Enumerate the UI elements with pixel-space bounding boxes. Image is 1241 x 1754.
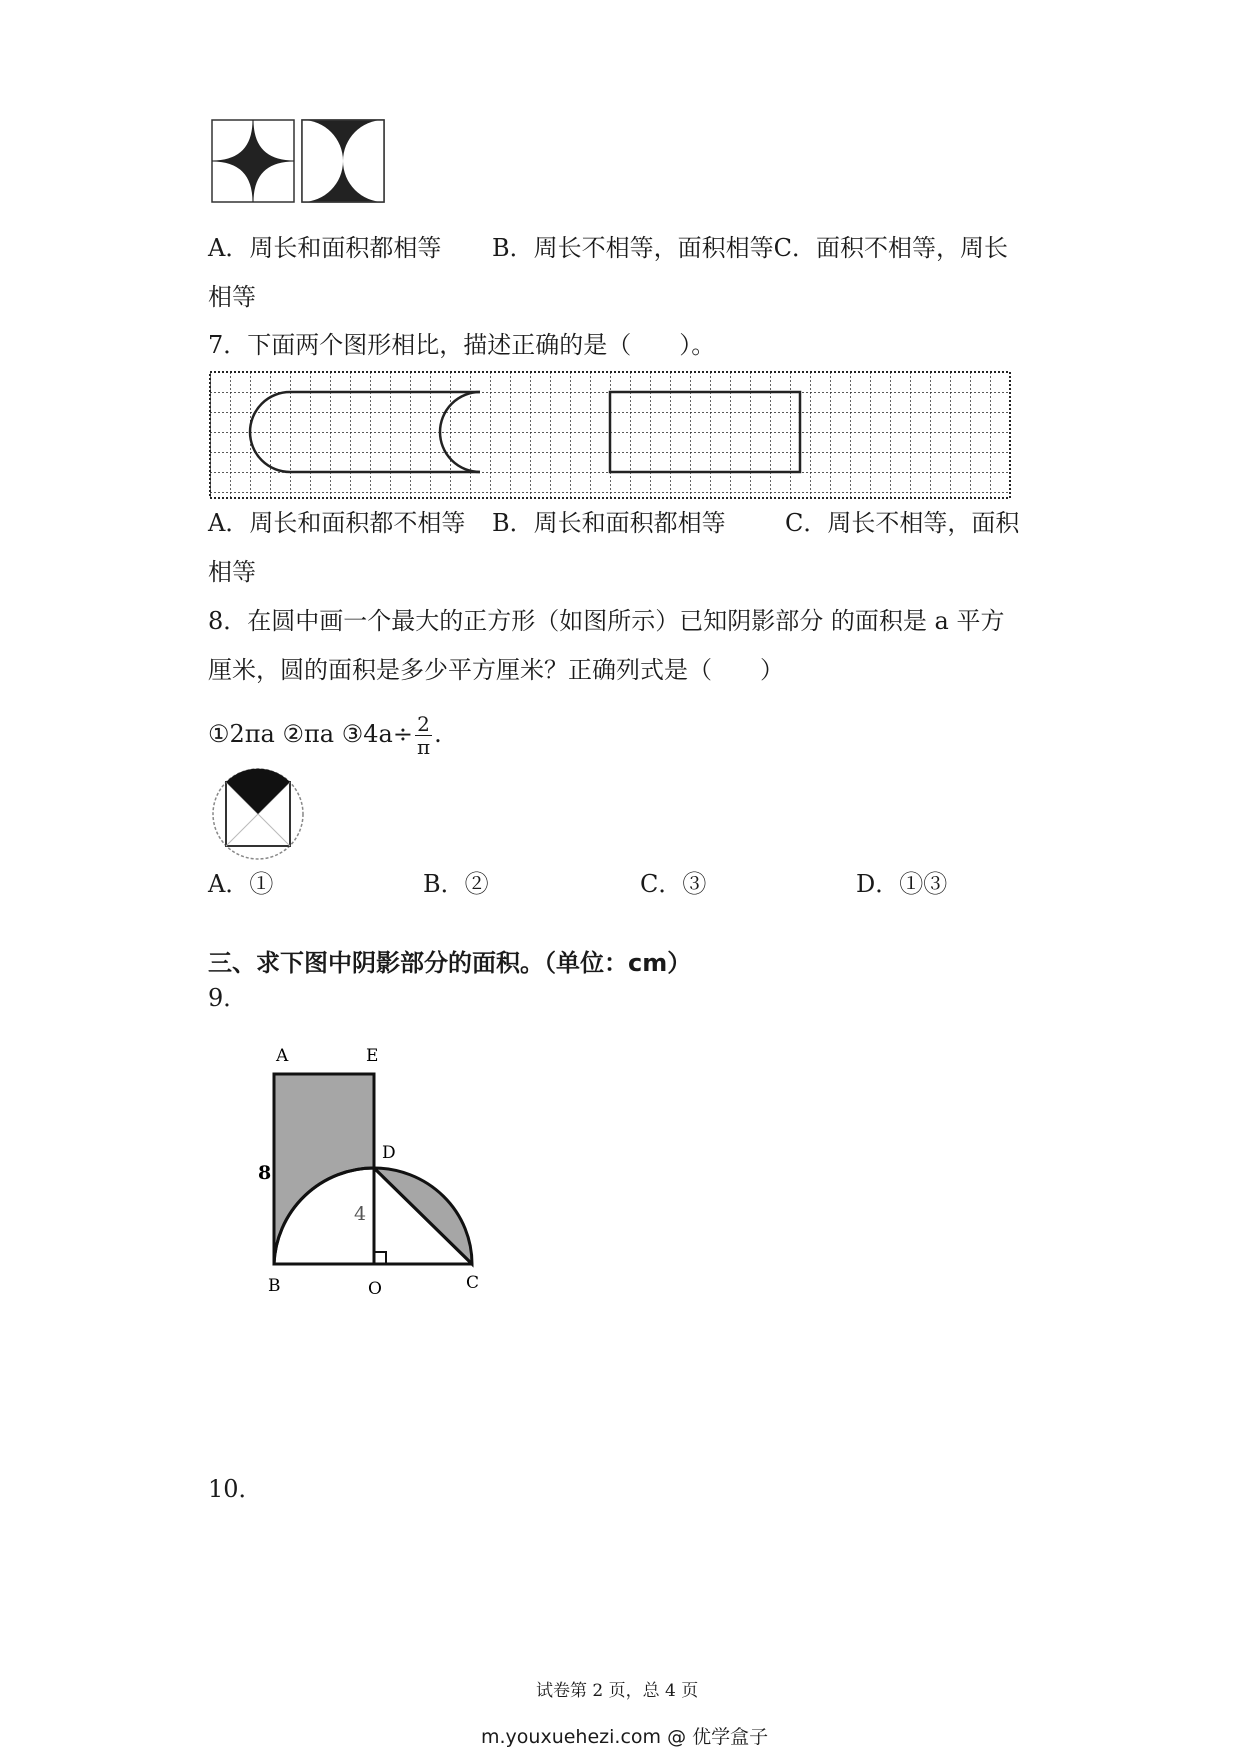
q9-label-4: 4 [354, 1203, 367, 1225]
q6-star-figure [212, 120, 294, 202]
q7-option-c-continued: 相等 [208, 558, 256, 586]
q8-fraction [415, 713, 432, 758]
q9-label-b: B [268, 1276, 281, 1296]
q7-stem: 7．下面两个图形相比，描述正确的是（ ）。 [208, 331, 716, 359]
q9-figure [250, 1040, 490, 1300]
q9-number: 9． [208, 984, 248, 1012]
q8-fraction-numerator: 2 [415, 713, 432, 736]
q9-right-angle-mark [374, 1252, 386, 1264]
q6-hourglass-figure [302, 120, 384, 202]
q8-formula-suffix: . [434, 720, 442, 748]
q7-grid-figure [208, 370, 1014, 502]
site-watermark: m.youxuehezi.com @ 优学盒子 [481, 1726, 769, 1748]
page-footer: 试卷第 2 页，总 4 页 [536, 1681, 699, 1701]
q9-label-e: E [366, 1046, 379, 1066]
q8-option-c: C．③ [640, 870, 707, 898]
q8-stem-line1: 8．在圆中画一个最大的正方形（如图所示）已知阴影部分 的面积是 a 平方 [208, 607, 1005, 635]
q8-circle-square-figure [210, 766, 306, 862]
q8-formula-prefix: ①2πa ②πa ③4a÷ [208, 720, 413, 748]
q8-option-a: A．① [208, 870, 274, 898]
q7-option-a: A．周长和面积都不相等 [208, 509, 466, 537]
q7-option-c: C．周长不相等，面积 [785, 509, 1020, 537]
q8-option-b: B．② [423, 870, 489, 898]
q8-formula [208, 713, 442, 758]
q7-option-b: B．周长和面积都相等 [492, 509, 726, 537]
section-3-title: 三、求下图中阴影部分的面积。（单位：cm） [208, 949, 692, 977]
q6-option-c-continued: 相等 [208, 283, 256, 311]
q6-option-b-c: B．周长不相等，面积相等C．面积不相等，周长 [492, 234, 1008, 262]
q10-number: 10． [208, 1475, 263, 1503]
q8-option-d: D．①③ [856, 870, 948, 898]
q6-figures [210, 118, 390, 208]
q9-label-d: D [382, 1143, 396, 1163]
q9-label-a: A [276, 1046, 289, 1066]
q9-label-c: C [466, 1273, 480, 1293]
q9-label-o: O [368, 1279, 382, 1299]
q6-option-a: A．周长和面积都相等 [208, 234, 442, 262]
q9-label-8: 8 [258, 1162, 272, 1184]
q8-stem-line2: 厘米，圆的面积是多少平方厘米？正确列式是（ ） [208, 656, 784, 684]
q8-fraction-denominator: π [416, 735, 431, 759]
